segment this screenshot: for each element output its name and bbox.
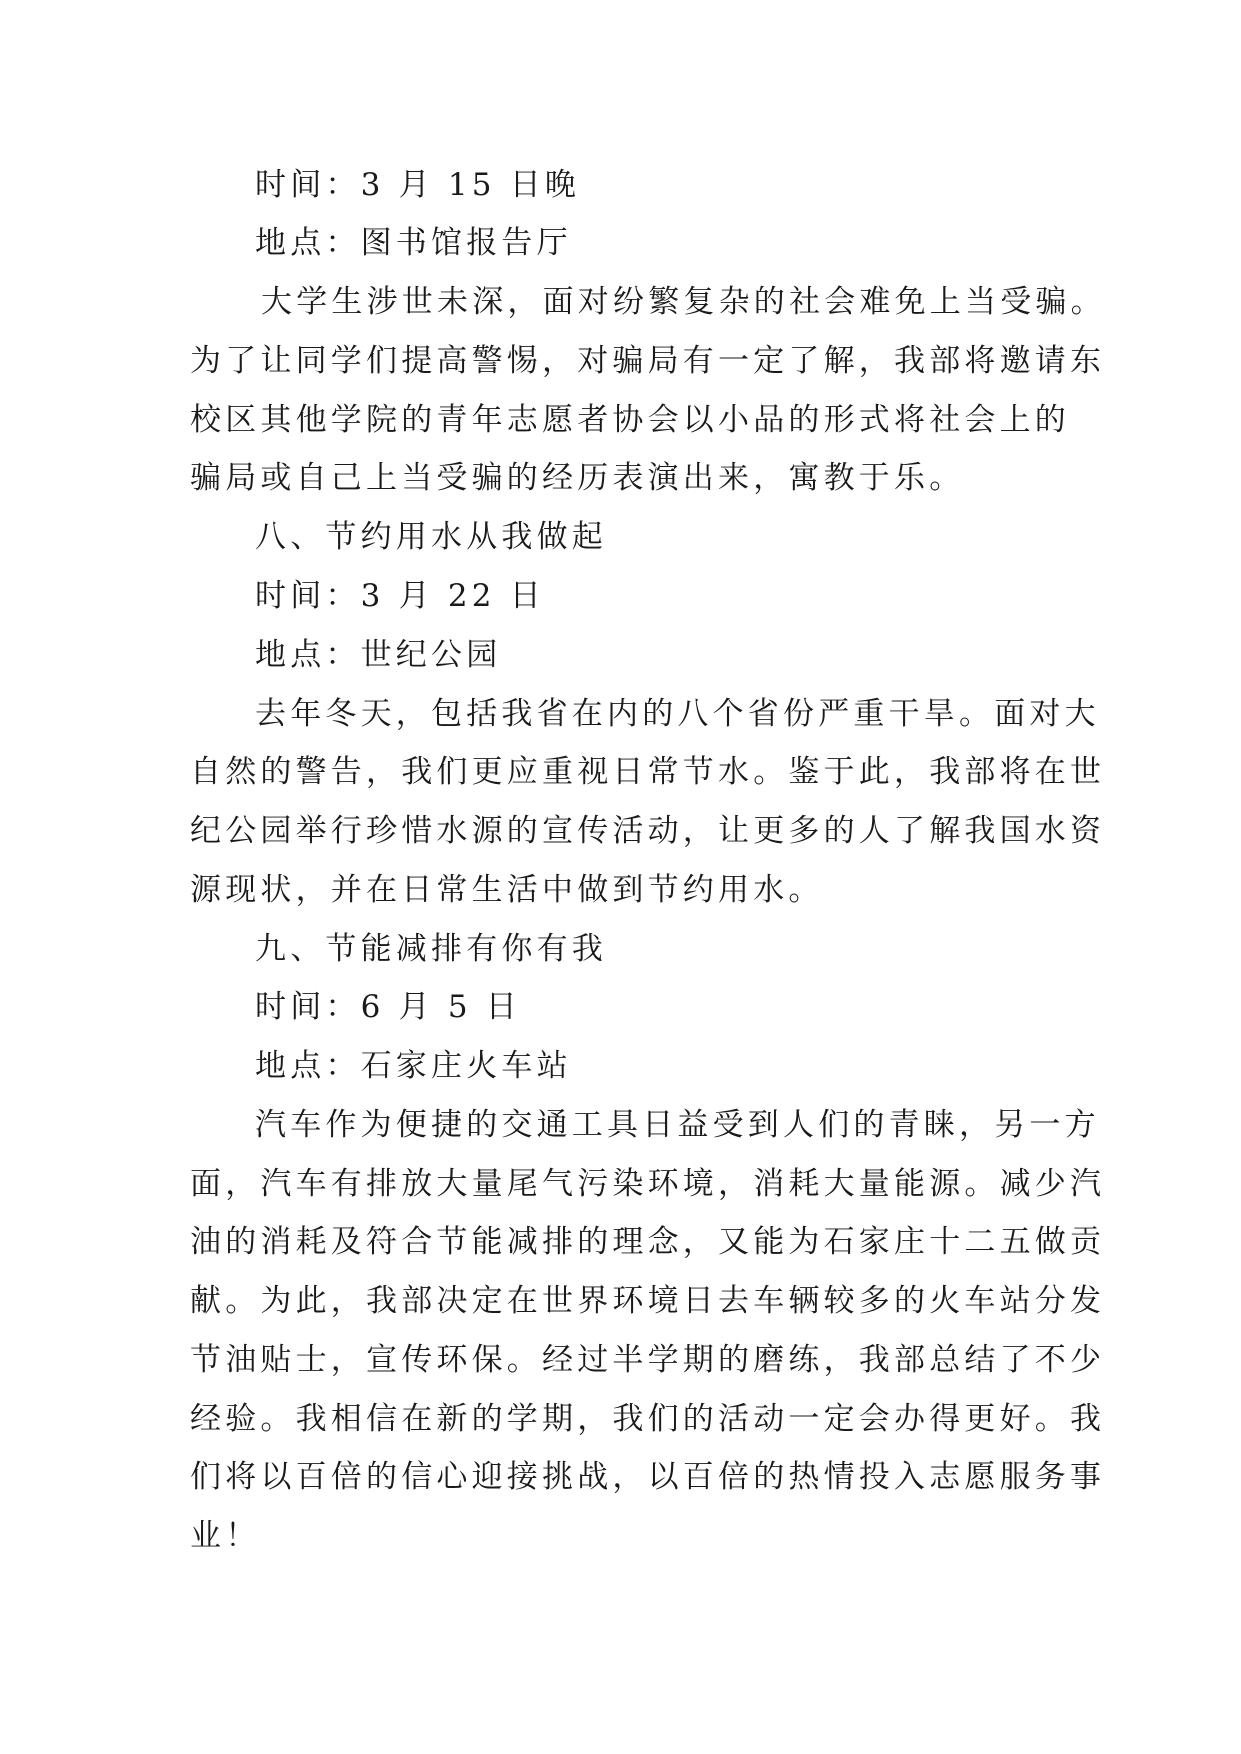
paragraph-line: 业！ <box>190 1518 261 1554</box>
schedule-location-line: 地点：世纪公园 <box>255 637 502 673</box>
paragraph-line: 汽车作为便捷的交通工具日益受到人们的青睐，另一方 <box>255 1107 1100 1143</box>
schedule-location-line: 地点：石家庄火车站 <box>255 1048 572 1084</box>
paragraph-line: 为了让同学们提高警惕，对骗局有一定了解，我部将邀请东 <box>190 343 1106 379</box>
paragraph-line: 纪公园举行珍惜水源的宣传活动，让更多的人了解我国水资 <box>190 813 1106 849</box>
section-heading: 八、节约用水从我做起 <box>255 519 607 555</box>
schedule-location-line: 地点：图书馆报告厅 <box>255 225 572 261</box>
paragraph-line: 节油贴士，宣传环保。经过半学期的磨练，我部总结了不少 <box>190 1342 1106 1378</box>
paragraph-line: 去年冬天，包括我省在内的八个省份严重干旱。面对大 <box>255 696 1100 732</box>
paragraph-line: 自然的警告，我们更应重视日常节水。鉴于此，我部将在世 <box>190 754 1106 790</box>
paragraph-line: 源现状，并在日常生活中做到节约用水。 <box>190 872 824 908</box>
paragraph-line: 经验。我相信在新的学期，我们的活动一定会办得更好。我 <box>190 1401 1106 1437</box>
paragraph-line: 献。为此，我部决定在世界环境日去车辆较多的火车站分发 <box>190 1283 1106 1319</box>
paragraph-line: 大学生涉世未深，面对纷繁复杂的社会难免上当受骗。 <box>261 284 1106 320</box>
schedule-time-line: 时间：6 月 5 日 <box>255 989 522 1025</box>
schedule-time-line: 时间：3 月 15 日晚 <box>255 167 581 203</box>
paragraph-line: 校区其他学院的青年志愿者协会以小品的形式将社会上的 <box>190 402 1070 438</box>
section-heading: 九、节能减排有你有我 <box>255 931 607 967</box>
paragraph-line: 骗局或自己上当受骗的经历表演出来，寓教于乐。 <box>190 460 965 496</box>
paragraph-line: 油的消耗及符合节能减排的理念，又能为石家庄十二五做贡 <box>190 1224 1106 1260</box>
schedule-time-line: 时间：3 月 22 日 <box>255 578 545 614</box>
paragraph-line: 们将以百倍的信心迎接挑战，以百倍的热情投入志愿服务事 <box>190 1459 1106 1495</box>
paragraph-line: 面，汽车有排放大量尾气污染环境，消耗大量能源。减少汽 <box>190 1166 1106 1202</box>
